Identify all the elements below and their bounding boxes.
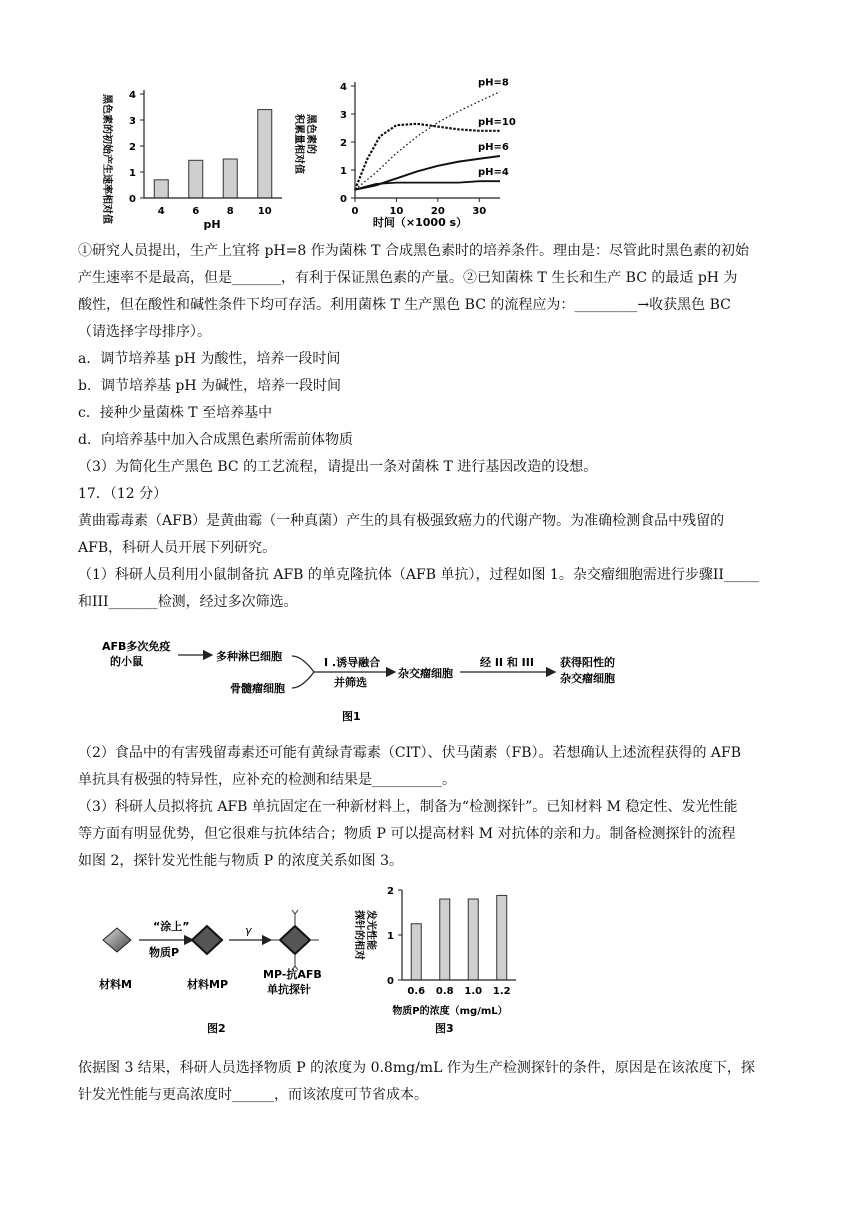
material-mp-icon [192, 926, 222, 954]
text-line: 针发光性能与更高浓度时______，而该浓度可节省成本。 [78, 1087, 428, 1103]
fig1-step23: 经 II 和 III [480, 656, 534, 669]
option-a: a．调节培养基 pH 为酸性，培养一段时间 [78, 351, 341, 367]
option-b: b．调节培养基 pH 为碱性，培养一段时间 [78, 378, 342, 394]
ph-line-series-label: pH=6 [478, 142, 509, 153]
text-line: （2）食品中的有害残留毒素还可能有黄绿青霉素（CIT）、伏马菌素（FB）。若想确认上述流程获得的 AFB [78, 745, 742, 761]
text-line: 单抗具有极强的特异性，应补充的检测和结果是__________。 [78, 772, 456, 788]
fig2-material-m: 材料M [99, 978, 132, 991]
fig2-caption: 图2 [207, 1022, 226, 1035]
question-3: （3）为简化生产黑色 BC 的工艺流程，请提出一条对菌株 T 进行基因改造的设想。 [78, 459, 598, 475]
ph-line-x-tick-label: 10 [389, 206, 404, 217]
ph-line-series [355, 124, 500, 190]
ph-rate-bar-chart [92, 82, 292, 232]
fig3-bar [440, 899, 450, 980]
ph-bar [154, 180, 168, 198]
ph-line-ylabel: 黑色素的 积累量相对值 [293, 114, 316, 174]
fig3-caption: 图3 [435, 1022, 454, 1035]
ph-line-y-tick-label: 2 [340, 138, 347, 149]
ph-bar-category-label: 8 [226, 206, 234, 217]
ph-bar-y-tick-label: 2 [129, 142, 136, 153]
text-line: （3）科研人员拟将抗 AFB 单抗固定在一种新材料上，制备为“检测探针”。已知材料 M 稳定性、发光性能 [78, 799, 738, 815]
fig3-bar [497, 895, 507, 980]
ph-line-y-tick-label: 0 [340, 194, 347, 205]
fig1-step1-fuse: I .诱导融合 [324, 656, 381, 669]
figure-3-bar-chart [350, 880, 530, 1040]
figure-1-flowchart [80, 630, 640, 735]
ph-bar-xlabel: pH [203, 218, 221, 231]
ph-line-xlabel: 时间（×1000 s） [372, 216, 468, 229]
question-17-header: 17．（12 分） [78, 486, 168, 502]
fig1-step1-screen: 并筛选 [334, 676, 367, 689]
fig1-mouse: AFB多次免疫 的小鼠 [102, 640, 171, 668]
fig1-lymphocytes: 多种淋巴细胞 [216, 650, 282, 663]
ph-bar [223, 159, 237, 198]
text-line: AFB，科研人员开展下列研究。 [78, 540, 277, 556]
fig1-caption: 图1 [342, 710, 361, 723]
fig1-myeloma: 骨髓瘤细胞 [230, 682, 285, 695]
ph-bar [258, 110, 272, 198]
ph-bar [189, 160, 203, 198]
ph-line-series-label: pH=4 [478, 167, 509, 179]
fig3-bar [411, 924, 421, 980]
fig3-category-label: 1.0 [464, 986, 483, 997]
ph-bar-y-tick-label: 3 [129, 116, 136, 127]
ph-line-x-tick-label: 30 [472, 206, 487, 217]
text-line: 黄曲霉毒素（AFB）是黄曲霉（一种真菌）产生的具有极强致癌力的代谢产物。为准确检测食品中残留的 [78, 513, 725, 529]
fig3-xlabel: 物质P的浓度（mg/mL） [392, 1006, 508, 1017]
fig1-hybridoma: 杂交瘤细胞 [398, 667, 453, 680]
ph-bar-category-label: 4 [157, 206, 165, 217]
ph-line-x-tick-label: 0 [351, 206, 359, 217]
ph-bar-category-label: 10 [257, 206, 272, 217]
fig3-category-label: 1.2 [492, 986, 511, 997]
text-line: 酸性，但在酸性和碱性条件下均可存活。利用菌株 T 生产黑色 BC 的流程应为：_________→收获黑色 BC [78, 297, 731, 313]
text-line: 等方面有明显优势，但它很难与抗体结合；物质 P 可以提高材料 M 对抗体的亲和力。制备检测探针的流程 [78, 826, 736, 842]
text-line: 和III_______检测，经过多次筛选。 [78, 594, 298, 610]
fig2-gamma: γ [245, 924, 252, 937]
ph-bar-category-label: 6 [192, 206, 200, 217]
ph-bar-y-tick-label: 4 [129, 90, 136, 101]
fig2-coat: “涂上” 物质P [149, 920, 190, 959]
fig2-probe: MP-抗AFB 单抗探针 [263, 968, 322, 996]
probe-icon [271, 910, 319, 970]
fig3-ylabel: 探针的相对 发光性能 [353, 910, 376, 960]
fig3-y-tick-label: 2 [387, 886, 394, 897]
figure-2-probe-flow [95, 900, 365, 1040]
ph-line-y-tick-label: 1 [340, 166, 347, 177]
text-line: 依据图 3 结果，科研人员选择物质 P 的浓度为 0.8mg/mL 作为生产检测探针的条件，原因是在该浓度下，探 [78, 1060, 755, 1076]
option-d: d．向培养基中加入合成黑色素所需前体物质 [78, 432, 353, 448]
text-line: 如图 2，探针发光性能与物质 P 的浓度关系如图 3。 [78, 853, 404, 869]
ph-bar-y-tick-label: 0 [129, 194, 136, 205]
fig1-result: 获得阳性的 杂交瘤细胞 [560, 656, 615, 685]
fig3-y-tick-label: 1 [387, 931, 394, 942]
text-line: 产生速率不是最高，但是_______，有利于保证黑色素的产量。②已知菌株 T 生长和生产 BC 的最适 pH 为 [78, 270, 738, 286]
ph-accumulation-line-chart [293, 76, 516, 236]
ph-line-x-tick-label: 20 [430, 206, 445, 217]
ph-bar-y-tick-label: 1 [129, 168, 136, 179]
fig2-material-mp: 材料MP [187, 978, 229, 991]
ph-line-y-tick-label: 4 [340, 82, 347, 93]
option-c: c．接种少量菌株 T 至培养基中 [78, 405, 273, 421]
text-line: （1）科研人员利用小鼠制备抗 AFB 的单克隆抗体（AFB 单抗），过程如图 1。杂交瘤细胞需进行步骤II_____ [78, 567, 759, 583]
material-m-icon [103, 928, 131, 952]
fig3-bar [468, 899, 478, 980]
ph-bar-ylabel: 黑色素的初始产生速率相对值 [101, 94, 112, 224]
fig3-category-label: 0.8 [435, 986, 454, 997]
text-line: （请选择字母排序）。 [78, 324, 211, 340]
ph-line-series-label: pH=10 [478, 116, 516, 128]
fig3-category-label: 0.6 [407, 986, 426, 997]
ph-line-series-label: pH=8 [478, 77, 509, 89]
text-line: ①研究人员提出，生产上宜将 pH=8 作为菌株 T 合成黑色素时的培养条件。理由是：尽管此时黑色素的初始 [78, 243, 749, 259]
ph-line-y-tick-label: 3 [340, 110, 347, 121]
fig3-y-tick-label: 0 [387, 976, 394, 987]
